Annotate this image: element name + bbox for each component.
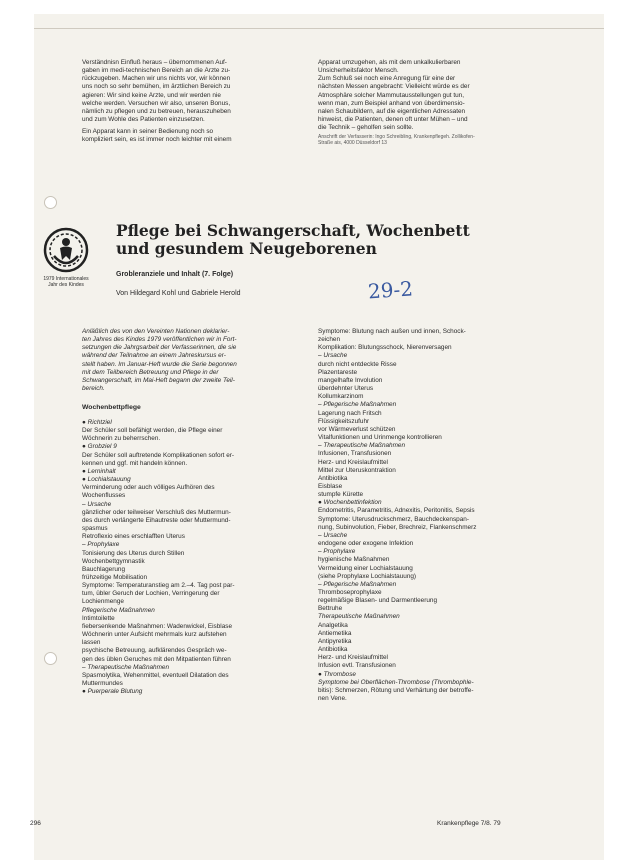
- body-line: vor Wärmeverlust schützen: [318, 425, 396, 433]
- body-line: bitis): Schmerzen, Rötung und Verhärtung der betroffe-: [318, 686, 474, 694]
- text-line: nämlich zu pflegen und zu betreuen, herauszuheben: [82, 107, 231, 115]
- body-line: Symptome bei Oberflächen-Thrombose (Thrombophle-: [318, 678, 474, 686]
- body-line: Retroflexio eines erschlafften Uterus: [82, 533, 185, 541]
- body-line: Kollumkarzinom: [318, 393, 364, 401]
- body-line: Herz- und Kreislaufmittel: [318, 458, 388, 466]
- body-line: ● Lochialstauung: [82, 476, 131, 484]
- article-title: [116, 222, 470, 258]
- body-line: Bauchlagerung: [82, 565, 125, 573]
- body-line: – Prophylaxe: [318, 548, 356, 556]
- page-number: 296: [30, 820, 41, 827]
- body-line: überdehnter Uterus: [318, 385, 374, 393]
- article-authors: Von Hildegard Kohl und Gabriele Herold: [116, 290, 241, 297]
- body-line: fiebersenkende Maßnahmen: Wadenwickel, Eisblase: [82, 622, 233, 630]
- body-line: Der Schüler soll auftretende Komplikationen sofort er-: [82, 451, 235, 459]
- body-line: ● Lerninhalt: [82, 467, 116, 475]
- body-line: des durch verlängerte Eihautreste oder Muttermund-: [82, 516, 231, 524]
- body-line: Symptome: Uterusdruckschmerz, Bauchdeckenspan-: [318, 515, 469, 523]
- text-line: agieren: Wir sind keine Ärzte, und wir werden nie: [82, 91, 221, 99]
- body-line: – Pflegerische Maßnahmen: [318, 401, 397, 409]
- intro-line: Schwangerschaft, im Mai-Heft begann der zweite Teil-: [82, 376, 235, 384]
- body-line: tum, übler Geruch der Lochien, Verringerung der: [82, 590, 220, 598]
- body-line: Antipyretika: [318, 637, 352, 645]
- body-line: Plazentareste: [318, 368, 358, 376]
- body-line: ● Puerperale Blutung: [82, 688, 143, 696]
- text-line: nalen Schaubildern, auf die eigentlichen Adressaten: [318, 107, 466, 115]
- intro-line: stellt haben. Im Januar-Heft wurde die Serie begonnen: [82, 360, 237, 368]
- body-line: durch nicht entdeckte Risse: [318, 360, 397, 368]
- note-line: Anschrift der Verfasserin: Ingo Schreibling, Krankenpflegeh. Zollikofen-: [318, 134, 475, 140]
- body-line: Wochenbettgymnastik: [82, 557, 145, 565]
- body-line: regelmäßige Blasen- und Darmentleerung: [318, 597, 438, 605]
- body-line: gen des üblen Geruches mit den Mitpatienten führen: [82, 655, 231, 663]
- body-line: gänzlicher oder teilweiser Verschluß des Muttermun-: [82, 508, 231, 516]
- body-line: (siehe Prophylaxe Lochialstauung): [318, 572, 417, 580]
- body-line: hygienische Maßnahmen: [318, 556, 390, 564]
- body-line: Bettruhe: [318, 605, 343, 613]
- text-line: nächsten Messen angebracht: Vielleicht würde es der: [318, 83, 470, 91]
- intro-line: bereich.: [82, 385, 105, 393]
- body-line: Mittel zur Uteruskontraktion: [318, 466, 396, 474]
- body-line: frühzeitige Mobilisation: [82, 573, 148, 581]
- right-body-column: [318, 328, 554, 703]
- text-line: kompliziert sein, es ist immer noch leichter mit einem: [82, 136, 232, 144]
- text-line: rückzugeben. Machen wir uns nichts vor, wir können: [82, 75, 231, 83]
- year-of-child-logo-icon: [42, 226, 90, 274]
- punch-hole: [44, 652, 57, 665]
- logo-caption-line: Jahr des Kindes: [48, 282, 84, 288]
- journal-reference: Krankenpflege 7/8. 79: [437, 820, 501, 827]
- text-line: die Technik – geholfen sein sollte.: [318, 124, 414, 132]
- body-line: Antiemetika: [318, 629, 352, 637]
- body-line: Infusion evtl. Transfusionen: [318, 662, 396, 670]
- body-line: spasmus: [82, 525, 108, 533]
- body-line: – Therapeutische Maßnahmen: [318, 442, 406, 450]
- body-line: – Ursache: [318, 531, 348, 539]
- body-line: Eisblase: [318, 482, 343, 490]
- top-left-column: [82, 59, 300, 124]
- body-line: nung, Subinvolution, Fieber, Brechreiz, Flankenschmerz: [318, 523, 477, 531]
- body-line: Thromboseprophylaxe: [318, 589, 382, 596]
- body-line: Infusionen, Transfusionen: [318, 450, 392, 458]
- body-line: Symptome: Temperaturanstieg am 2.–4. Tag post par-: [82, 582, 235, 590]
- logo-caption: [30, 276, 102, 288]
- body-line: – Therapeutische Maßnahmen: [82, 663, 170, 671]
- body-line: ● Thrombose: [318, 670, 356, 678]
- intro-line: ten Jahres des Kindes 1979 veröffentlichen wir in Fort-: [82, 336, 237, 344]
- body-line: Der Schüler soll befähigt werden, die Pflege einer: [82, 427, 223, 435]
- body-line: Intimtoilette: [82, 614, 115, 622]
- body-line: Analgetika: [318, 621, 348, 629]
- text-line: hinweist, die Patienten, denen oft unter Mühen – und: [318, 116, 468, 124]
- body-line: – Pflegerische Maßnahmen: [318, 580, 397, 588]
- body-line: ● Grobziel 9: [82, 443, 117, 451]
- body-line: Lochienmenge: [82, 598, 124, 606]
- text-line: Unsicherheitsfaktor Mensch.: [318, 67, 399, 75]
- section-title: Wochenbettpflege: [82, 404, 141, 411]
- title-line: Pflege bei Schwangerschaft, Wochenbett: [116, 221, 470, 240]
- text-line: welche werden. Versuchen wir also, unseren Bonus,: [82, 99, 231, 107]
- intro-line: mit dem Teilbereich Betreuung und Pflege in der: [82, 368, 219, 376]
- body-line: lassen: [82, 639, 101, 647]
- text-line: wenn man, zum Beispiel anhand von überdimensio-: [318, 99, 465, 107]
- top-right-column: [318, 59, 550, 132]
- body-line: Flüssigkeitszufuhr: [318, 417, 370, 425]
- body-line: stumpfe Kürette: [318, 491, 364, 499]
- body-line: Wöchnerin unter Aufsicht mehrmals kurz aufstehen: [82, 631, 227, 639]
- body-line: Endometritis, Parametritis, Adnexitis, Peritonitis, Sepsis: [318, 507, 475, 515]
- text-line: Verständnisn Einfluß heraus – übernommenen Auf-: [82, 59, 227, 66]
- body-line: Antibiotika: [318, 474, 348, 482]
- intro-paragraph: [82, 328, 300, 393]
- body-line: Muttermundes: [82, 680, 123, 687]
- title-line: und gesundem Neugeborenen: [116, 239, 377, 258]
- text-line: Atmosphäre solcher Mammutausstellungen gut tun,: [318, 91, 464, 99]
- body-line: – Ursache: [82, 500, 112, 508]
- body-line: Verminderung oder auch völliges Aufhören des: [82, 484, 215, 492]
- body-line: Vitalfunktionen und Urinmenge kontrollieren: [318, 434, 442, 442]
- body-line: – Ursache: [318, 352, 348, 360]
- body-line: Pflegerische Maßnahmen: [82, 606, 155, 614]
- body-line: psychische Betreuung, aufklärendes Gespräch we-: [82, 647, 227, 655]
- body-line: Wochenflusses: [82, 492, 126, 500]
- text-line: uns noch so sehr bemühen, im ärztlichen Bereich zu: [82, 83, 231, 91]
- body-line: Therapeutische Maßnahmen: [318, 613, 400, 621]
- article-subtitle: Grobleranziele und Inhalt (7. Folge): [116, 271, 234, 278]
- body-line: – Prophylaxe: [82, 541, 120, 549]
- body-line: Spasmolytika, Wehenmittel, eventuell Dilatation des: [82, 671, 229, 679]
- left-body-column: [82, 419, 300, 696]
- intro-line: setzungen die Jahrgsarbeit der Verfasserinnen, die sie: [82, 344, 237, 352]
- author-address-note: [318, 134, 550, 146]
- body-line: nen Vene.: [318, 695, 347, 703]
- logo-caption-line: 1979 Internationales: [43, 276, 89, 282]
- text-line: und zum Wohle des Patienten einzusetzen.: [82, 116, 205, 124]
- body-line: Tonisierung des Uterus durch Stillen: [82, 549, 185, 557]
- body-line: kennen und ggf. mit handeln können.: [82, 459, 188, 467]
- body-line: ● Wochenbettinfektion: [318, 499, 382, 507]
- body-line: Antibiotika: [318, 646, 348, 654]
- text-line: Ein Apparat kann in seiner Bedienung noch so: [82, 128, 214, 135]
- body-line: Komplikation: Blutungsschock, Nierenversagen: [318, 344, 452, 352]
- top-left-paragraph-2: [82, 128, 300, 144]
- body-line: Vermeidung einer Lochialstauung: [318, 564, 413, 572]
- text-line: gaben im medi-technischen Bereich an die Ärzte zu-: [82, 67, 231, 75]
- punch-hole: [44, 196, 57, 209]
- text-line: Apparat umzugehen, als mit dem unkalkulierbaren: [318, 59, 461, 66]
- body-line: Lagerung nach Fritsch: [318, 409, 382, 417]
- intro-line: Anläßlich des von den Vereinten Nationen deklarier-: [82, 328, 230, 335]
- body-line: Wöchnerin zu beherrschen.: [82, 435, 161, 443]
- body-line: mangelhafte Involution: [318, 376, 383, 384]
- body-line: ● Richtziel: [82, 419, 112, 426]
- intro-line: während der Teilnahme an einem Jahreskursus er-: [82, 352, 226, 360]
- note-line: Straße ais, 4000 Düsseldorf 13: [318, 140, 387, 146]
- body-line: zeichen: [318, 336, 341, 344]
- text-line: Zum Schluß sei noch eine Anregung für eine der: [318, 75, 456, 83]
- body-line: Symptome: Blutung nach außen und innen, Schock-: [318, 328, 466, 335]
- body-line: endogene oder exogene Infektion: [318, 540, 414, 548]
- handwritten-note: 29-2: [367, 276, 414, 304]
- body-line: Herz- und Kreislaufmittel: [318, 654, 388, 662]
